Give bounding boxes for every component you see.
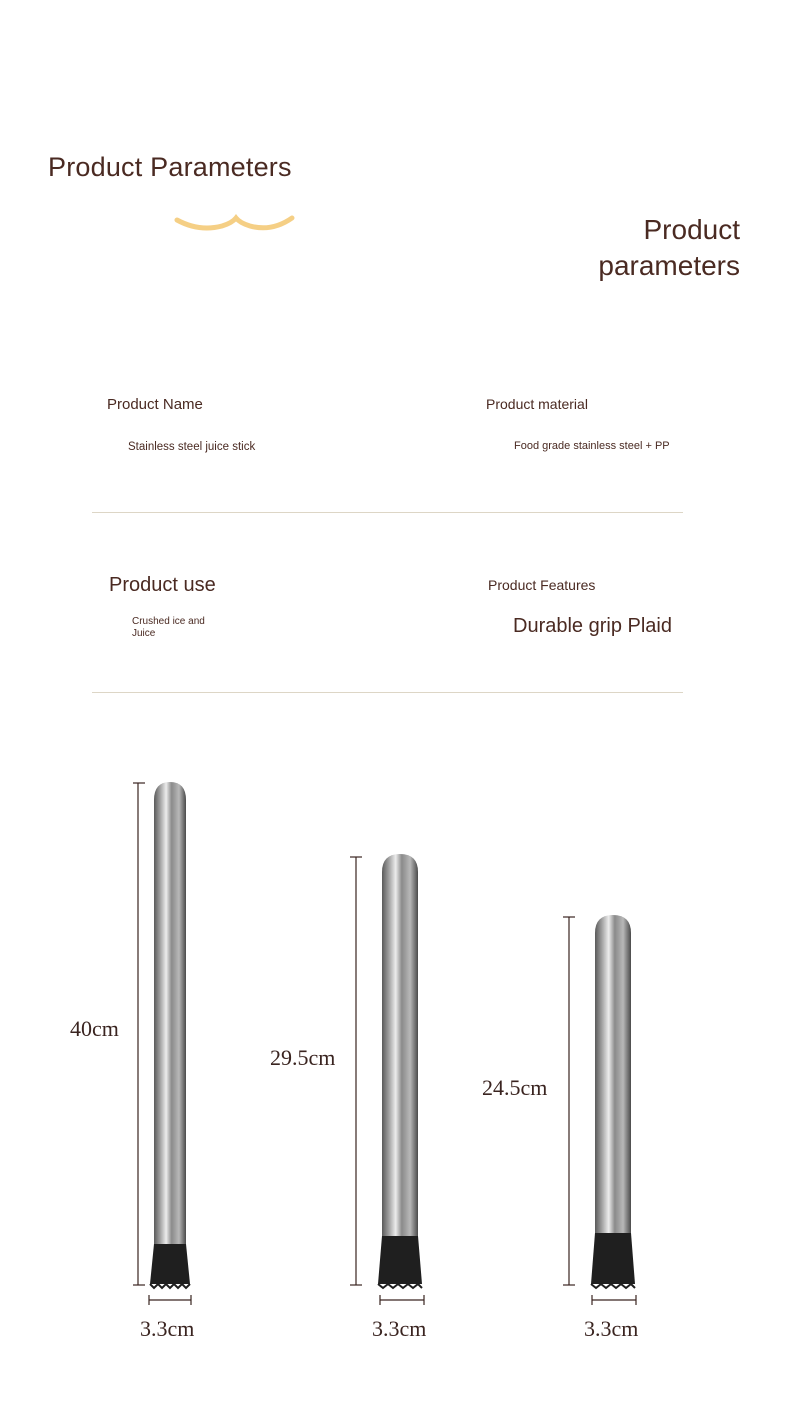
section-heading (598, 212, 740, 284)
divider (92, 692, 683, 693)
product-name-value: Stainless steel juice stick (128, 441, 256, 453)
decorative-wave (174, 212, 296, 236)
product-features-value: Durable grip Plaid (513, 615, 672, 637)
product-use-label: Product use (109, 574, 216, 596)
width-dimension-line (592, 1295, 636, 1305)
product-name-label: Product Name (107, 396, 203, 413)
length-label-29-5cm: 29.5cm (270, 1045, 336, 1070)
stick-29-5cm (350, 854, 424, 1305)
length-dimension-line (350, 857, 362, 1285)
diameter-label: 3.3cm (584, 1316, 639, 1341)
stick-shaft (382, 854, 418, 1236)
width-dimension-line (380, 1295, 424, 1305)
length-dimension-line (133, 783, 145, 1285)
product-material-value: Food grade stainless steel + PP (514, 440, 670, 452)
section-heading-line1: Product (643, 214, 740, 245)
diameter-label: 3.3cm (140, 1316, 195, 1341)
product-material-label: Product material (486, 396, 588, 412)
stick-tip (150, 1244, 190, 1284)
length-dimension-line (563, 917, 575, 1285)
diameter-label: 3.3cm (372, 1316, 427, 1341)
page-title: Product Parameters (48, 152, 292, 182)
length-label-40cm: 40cm (70, 1016, 119, 1041)
divider (92, 512, 683, 513)
stick-shaft (595, 915, 631, 1233)
product-features-label: Product Features (488, 577, 596, 593)
stick-shaft (154, 782, 186, 1244)
stick-40cm (133, 782, 191, 1305)
stick-tip (591, 1233, 635, 1284)
width-dimension-line (149, 1295, 191, 1305)
length-label-24-5cm: 24.5cm (482, 1075, 548, 1100)
product-use-value: Crushed ice and Juice (132, 616, 205, 639)
stick-tip (378, 1236, 422, 1284)
stick-24-5cm (563, 915, 636, 1305)
section-heading-line2: parameters (598, 250, 740, 281)
